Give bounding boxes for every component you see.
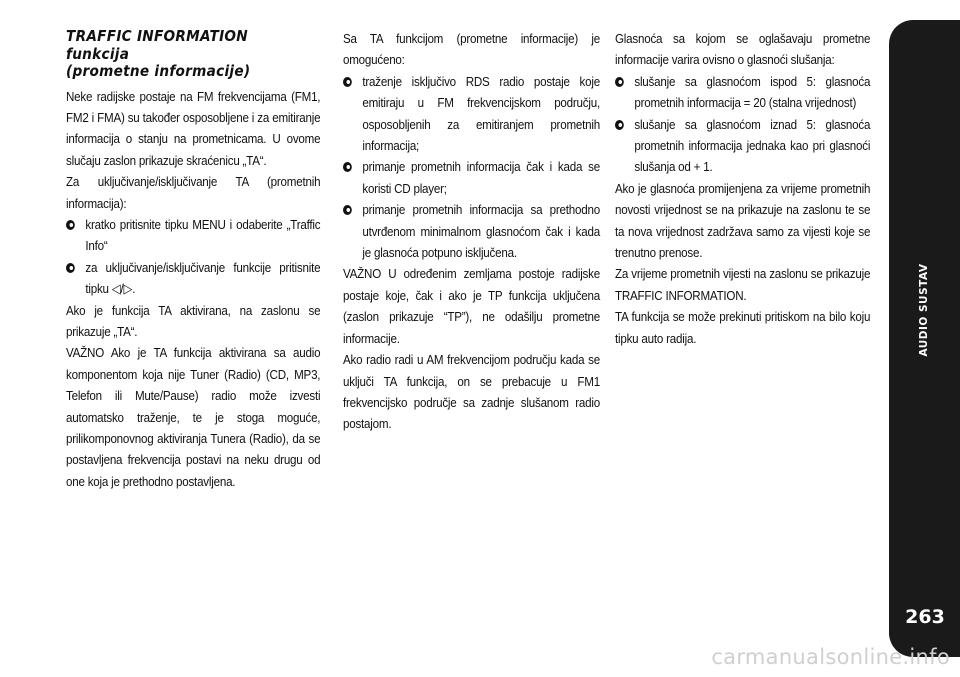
heading-line-2: funkcija [66,44,130,63]
bullet-icon [615,77,624,87]
paragraph: Sa TA funkcijom (prometne informacije) je omogućeno: [343,31,600,68]
bullet-icon [615,120,624,130]
bullet-icon [343,77,352,87]
column-1 [66,28,320,492]
paragraph: Neke radijske postaje na FM frekvencijama (FM1, FM2 i FMA) su također osposobljene i za emitiranje informacija o stanju na prometnicama. U ovome slučaju zaslon prikazuje skraćenicu „TA“. [66,88,321,168]
list-item [66,214,320,257]
list-item-text: za uključivanje/isključivanje funkcije pritisnite tipku ◁/▷. [85,259,321,297]
bullet-icon [66,263,75,273]
list-item [343,199,600,263]
list-item-text: primanje prometnih informacija čak i kada se koristi CD player; [362,159,600,196]
list-item [343,71,600,157]
bullet-icon [343,162,352,172]
list-item [343,156,600,199]
paragraph: Za uključivanje/isključivanje TA (prometnih informacija): [66,174,321,211]
bullet-icon [66,220,75,230]
column-3 [615,28,870,349]
bullet-icon [343,205,352,215]
paragraph: VAŽNO Ako je TA funkcija aktivirana sa audio komponentom koja nije Tuner (Radio) (CD, MP3, Telefon ili Mute/Pause) radio može izvesti automatsko traženje, te je stoga moguće, prilikomponovnog aktiviranja Tunera (Radio), da se postavljena frekvencija postavi na neku drugu od one koja je prethodno postavljena. [66,345,321,489]
list-item-text: primanje prometnih informacija sa prethodno utvrđenom minimalnom glasnoćom čak i kada je glasnoća potpuno isključena. [362,202,600,261]
paragraph: Ako je funkcija TA aktivirana, na zaslonu se prikazuje „TA“. [66,302,321,339]
paragraph: Ako radio radi u AM frekvencijom području kada se uključi TA funkcija, on se prebacuje u FM1 frekvencijsko područje sa zadnje slušanom radio postajom. [343,352,600,432]
list-item [615,71,870,114]
column-2 [343,28,600,435]
list-item-text: slušanje sa glasnoćom iznad 5: glasnoća prometnih informacija jednaka kao pri glasnoći slušanja od + 1. [634,116,871,175]
paragraph: Za vrijeme prometnih vijesti na zaslonu se prikazuje TRAFFIC INFORMATION. [615,266,871,303]
list-item [66,257,320,300]
paragraph: Ako je glasnoća promijenjena za vrijeme prometnih novosti vrijednost se na prikazuje na zaslonu te se ta nova vrijednost zadržava samo za vijesti koje se trenutno prenose. [615,180,871,261]
list-item-text: kratko pritisnite tipku MENU i odaberite „Traffic Info“ [85,216,321,254]
paragraph: Glasnoća sa kojom se oglašavaju prometne informacije varira ovisno o glasnoći slušanja: [615,31,871,68]
page-number: 263 [905,606,945,628]
list-item-text: traženje isključivo RDS radio postaje koje emitiraju u FM frekvencijskom području, osposobljenih za emitiranjem prometnih informacija; [362,73,600,154]
heading-line-1: TRAFFIC INFORMATION [66,27,248,45]
section-heading [66,28,320,81]
list-item-text: slušanje sa glasnoćom ispod 5: glasnoća prometnih informacija = 20 (stalna vrijednost) [634,73,871,111]
list-item [615,114,870,178]
section-tab-label: AUDIO SUSTAV [918,263,930,357]
heading-line-3: (prometne informacije) [66,62,251,80]
watermark: carmanualsonline.info [711,645,950,669]
paragraph: TA funkcija se može prekinuti pritiskom na bilo koju tipku auto radija. [615,309,871,346]
paragraph: VAŽNO U određenim zemljama postoje radijske postaje koje, čak i ako je TP funkcija uključena (zaslon prikazuje “TP”), ne odašilju prometne informacije. [343,266,600,346]
